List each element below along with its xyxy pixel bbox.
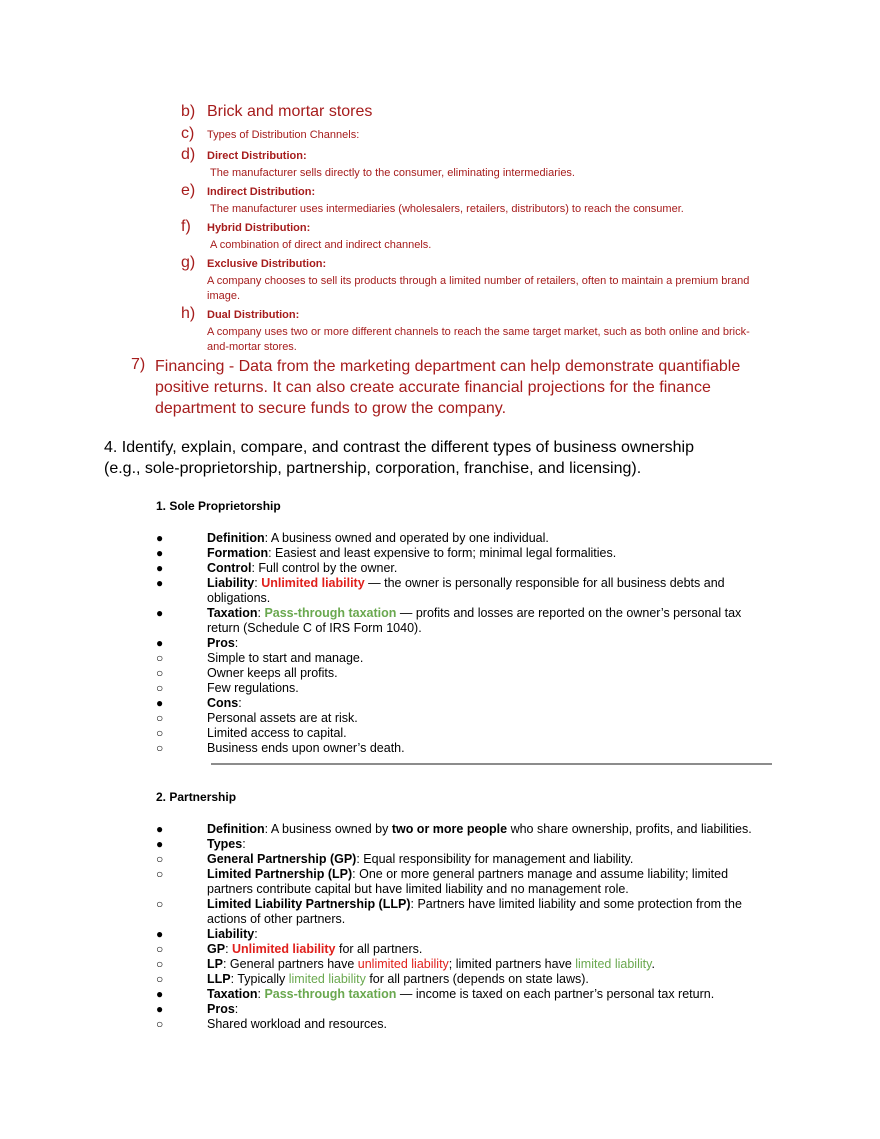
list-marker: b) [181, 103, 196, 120]
list-item-description: The manufacturer uses intermediaries (wholesalers, retailers, distributors) to reach the consumer. [210, 203, 684, 215]
bullet-filled-icon: ● [156, 546, 164, 560]
list-item-description: A company uses two or more different channels to reach the same target market, such as both online and brick-and-mortar stores. [207, 326, 750, 353]
document-page: b) Brick and mortar stores c) Types of Distribution Channels: d) Direct Distribution: The manufacturer sells directly to the consumer, eliminating intermediaries. e) Indirect Distribution: The manufacturer uses intermediaries (wholesalers, retailers, distributors) to reach the consumer. f) Hybrid Distribution: A combination of direct and indirect channels. g) Exclusive Distribution: A company chooses to sell its products through a limited number of retailers, often to maintain a premium brand image. h) Dual Distribution: A company uses two or more different channels to reach the same target market, such as both online and brick-and-mortar stores. 7) Financing - Data from the marketing department can help demonstrate quantifiable positive returns. It can also create accurate financial projections for the finance department to secure funds to grow the company. 4. Identify, explain, compare, and contrast the different types of business ownership (e.g., sole-proprietorship, partnership, corporation, franchise, and licensing). 1. Sole Proprietorship ● Definition: A business owned and operated by one individual. ● Formation: Easiest and least expensive to form; minimal legal formalities. ● Control: Full control by the owner. ● Liability: Unlimited liability — the owner is personally responsible for all business debts and obligations. ● Taxation: Pass-through taxation — profits and losses are reported on the owner’s personal tax return (Schedule C of IRS Form 1040). ● Pros: ○ Simple to start and manage. ○ Owner keeps all profits. ○ Few regulations. ● Cons: ○ Personal assets are at risk. ○ Limited access to capital. ○ Business ends upon owner’s death. 2. Partnership ● Definition: A business owned by two or more people who share ownership, profits, and liabilities. ● Types: ○ General Partnership (GP): Equal responsibility for management and liability. ○ Limited Partnership (LP): One or more general partners manage and assume liability; limited partners contribute capital but have limited liability and no management role. ○ Limited Liability Partnership (LLP): Partners have limited liability and some protection from the actions of other partners. ● Liability: ○ GP: Unlimited liability for all partners. ○ LP: General partners have unlimited liability; limited partners have limited liability. ○ LLP: Typically limited liability for all partners (depends on state laws). ● Taxation: Pass-through taxation — income is taxed on each partner’s personal tax return. ● Pros: ○ Shared workload and resources. [0, 0, 880, 1139]
pass-through-highlight: Pass-through taxation [264, 606, 397, 620]
bullet-hollow-icon: ○ [156, 726, 164, 740]
list-item-title: Direct Distribution: [207, 150, 307, 162]
list-item-title: Dual Distribution: [207, 309, 300, 321]
bullet-hollow-icon: ○ [156, 741, 164, 755]
list-item-title: Types of Distribution Channels: [207, 129, 360, 141]
list-item-title: Exclusive Distribution: [207, 258, 327, 270]
list-item-title: Indirect Distribution: [207, 186, 316, 198]
list-marker: f) [181, 218, 191, 235]
list-item-title: Brick and mortar stores [207, 103, 373, 120]
bullet-hollow-icon: ○ [156, 1017, 164, 1031]
bullet-filled-icon: ● [156, 837, 164, 851]
unlimited-liability-highlight: Unlimited liability [232, 942, 336, 956]
bullet-filled-icon: ● [156, 696, 164, 710]
list-item-description: A company chooses to sell its products through a limited number of retailers, often to maintain a premium brand image. [207, 275, 750, 302]
bullet-hollow-icon: ○ [156, 972, 164, 986]
bullet-hollow-icon: ○ [156, 942, 164, 956]
list-marker: c) [181, 125, 195, 142]
bullet-filled-icon: ● [156, 1002, 164, 1016]
bullet-hollow-icon: ○ [156, 897, 164, 911]
list-item-description: The manufacturer sells directly to the consumer, eliminating intermediaries. [210, 167, 575, 179]
list-marker: e) [181, 182, 196, 199]
bullet-hollow-icon: ○ [156, 867, 164, 881]
list-item-description: A combination of direct and indirect channels. [210, 239, 432, 251]
bullet-filled-icon: ● [156, 561, 164, 575]
unlimited-liability-highlight: unlimited liability [357, 957, 449, 971]
bullet-hollow-icon: ○ [156, 681, 164, 695]
question-heading: 4. Identify, explain, compare, and contrast the different types of business ownership (e.g., sole-proprietorship, partnership, corporation, franchise, and licensing). [104, 439, 694, 477]
bullet-hollow-icon: ○ [156, 711, 164, 725]
bullet-filled-icon: ● [156, 636, 164, 650]
bullet-filled-icon: ● [156, 822, 164, 836]
financing-paragraph: Financing - Data from the marketing department can help demonstrate quantifiable positive returns. It can also create accurate financial projections for the finance department to secure funds to grow the company. [155, 358, 741, 417]
unlimited-liability-highlight: Unlimited liability [261, 576, 365, 590]
limited-liability-highlight: limited liability [288, 972, 366, 986]
pass-through-highlight: Pass-through taxation [264, 987, 397, 1001]
section-heading-partnership: 2. Partnership [156, 790, 237, 804]
list-item-title: Hybrid Distribution: [207, 222, 311, 234]
bullet-hollow-icon: ○ [156, 666, 164, 680]
bullet-hollow-icon: ○ [156, 852, 164, 866]
bullet-filled-icon: ● [156, 531, 164, 545]
bullet-hollow-icon: ○ [156, 957, 164, 971]
bullet-filled-icon: ● [156, 576, 164, 590]
list-marker: 7) [131, 356, 146, 373]
bullet-filled-icon: ● [156, 987, 164, 1001]
horizontal-rule [211, 763, 772, 765]
list-marker: g) [181, 254, 196, 271]
limited-liability-highlight: limited liability [575, 957, 652, 971]
section-heading-sole-proprietorship: 1. Sole Proprietorship [156, 499, 281, 513]
bullet-filled-icon: ● [156, 927, 164, 941]
bullet-filled-icon: ● [156, 606, 164, 620]
bullet-hollow-icon: ○ [156, 651, 164, 665]
list-marker: d) [181, 146, 196, 163]
list-marker: h) [181, 305, 196, 322]
